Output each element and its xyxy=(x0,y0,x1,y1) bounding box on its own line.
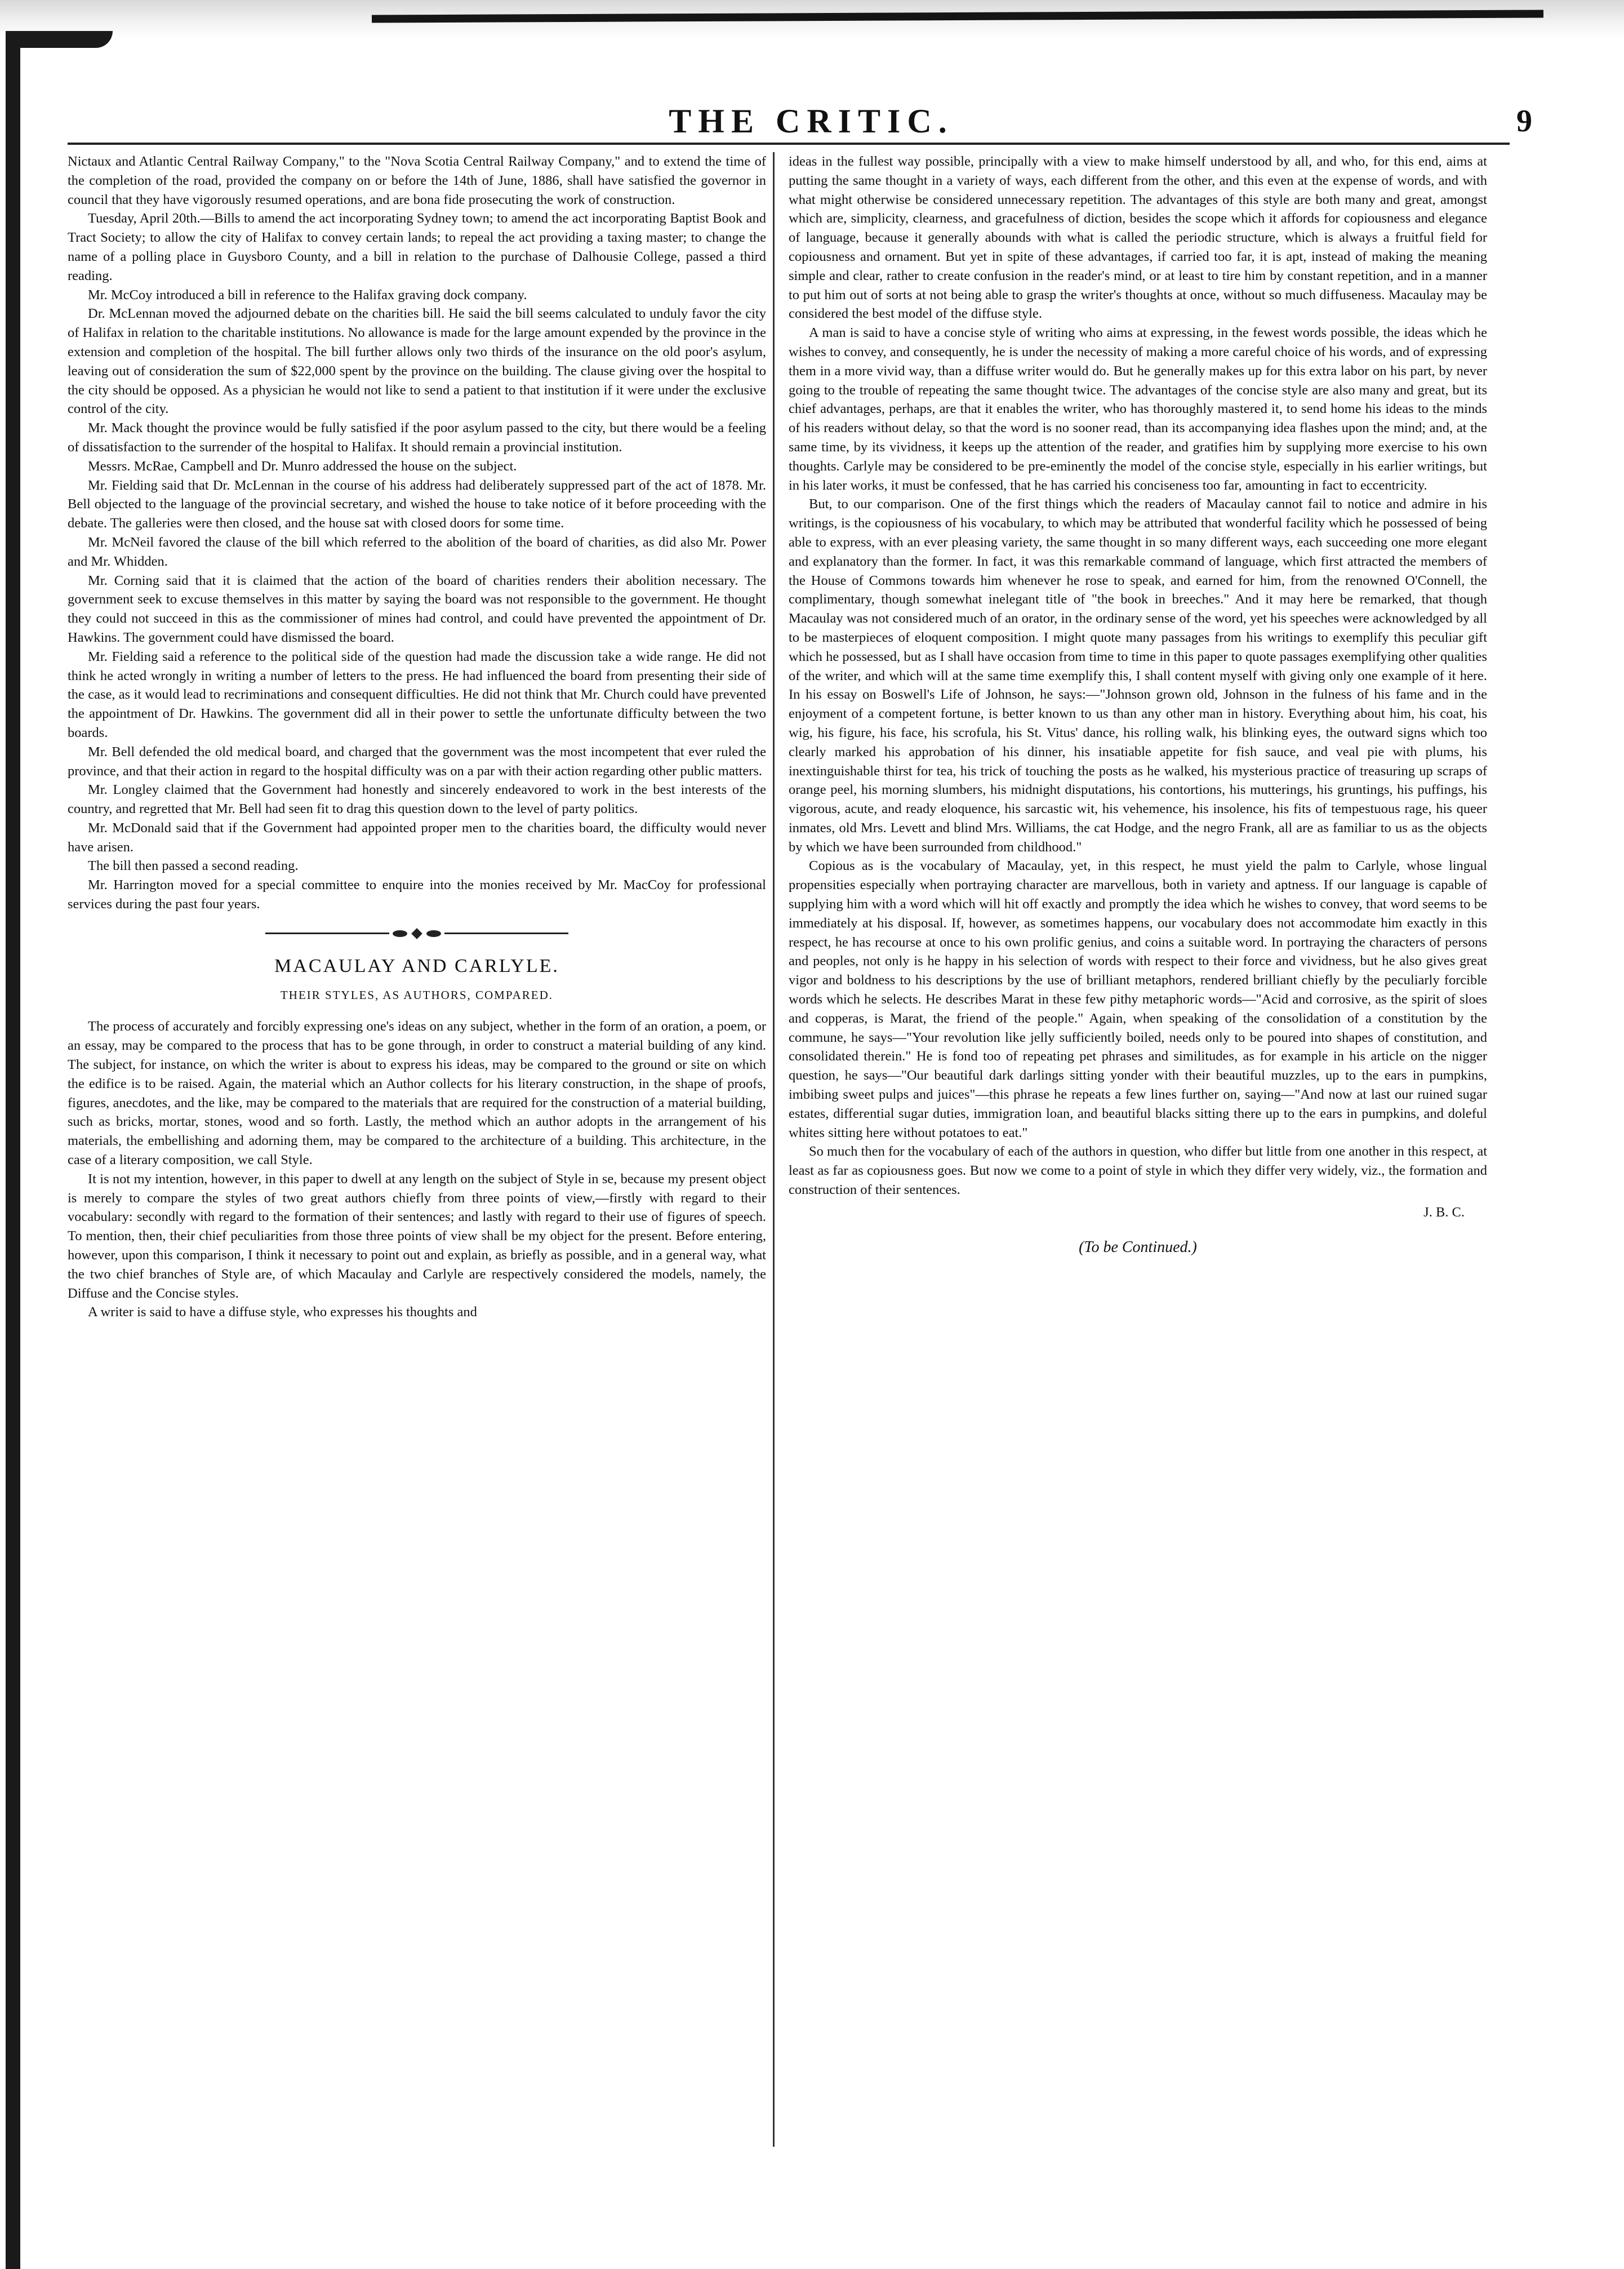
binding-hook xyxy=(6,31,113,48)
ornament-line xyxy=(265,933,389,934)
paragraph: But, to our comparison. One of the first things which the readers of Macaulay cannot fail to notice and admire in his writings, is the copiousness of his vocabulary, to which may be attributed that wonderful facility which he possessed of being able to express, with an ever pleasing variety, the same thought in so many different ways, each succeeding one more elegant and explanatory than the former. In fact, it was this remarkable command of language, which first attracted the members of the House of Commons towards him whenever he rose to speak, and earned for him, from the renowned O'Connell, the complimentary, though somewhat inelegant title of "the book in breeches." And it may here be remarked, that though Macaulay was not considered much of an orator, in the ordinary sense of the word, yet his speeches were acknowledged by all to be masterpieces of eloquent composition. I might quote many passages from his writings to exemplify this peculiar gift which he possessed, but as I shall have occasion from time to time in this paper to quote passages exemplifying other qualities of the writer, and which will at the same time exemplify this, I shall content myself with giving only one example of it here. In his essay on Boswell's Life of Johnson, he says:—"Johnson grown old, Johnson in the fulness of his fame and in the enjoyment of a competent fortune, is better known to us than any other man in history. Everything about him, his coat, his wig, his figure, his face, his scrofula, his St. Vitus' dance, his rolling walk, his blinking eyes, the outward signs which too clearly marked his approbation of his dinner, his insatiable appetite for fish sauce, and veal pie with plums, his inextinguishable thirst for tea, his trick of touching the posts as he walked, his mysterious practice of treasuring up scraps of orange peel, his morning slumbers, his midnight disputations, his contortions, his mutterings, his gruntings, his puffings, his vigorous, acute, and ready eloquence, his sarcastic wit, his vehemence, his insolence, his fits of tempestuous rage, his queer inmates, old Mrs. Levett and blind Mrs. Williams, the cat Hodge, and the negro Frank, all are as familiar to us as the objects by which we have been surrounded from childhood." xyxy=(789,496,1487,855)
paragraph: The bill then passed a second reading. xyxy=(88,858,299,874)
paragraph: Tuesday, April 20th.—Bills to amend the act incorporating Sydney town; to amend the act incorporating Baptist Book and Tract Society; to allow the city of Halifax to convey certain lands; to repeal the act providing a taxing master; to change the name of a polling place in Guysboro County, and a bill in relation to the purchase of Dalhousie College, passed a third reading. xyxy=(68,211,766,283)
paragraph: Mr. Harrington moved for a special committee to enquire into the monies received by Mr. MacCoy for professional services during the past four years. xyxy=(68,877,766,912)
paragraph: Mr. Longley claimed that the Government had honestly and sincerely endeavored to work in the best interests of the country, and regretted that Mr. Bell had seen fit to drag this question down to the level of party politics. xyxy=(68,782,766,817)
paragraph: ideas in the fullest way possible, principally with a view to make himself understood by all, and who, for this end, aims at putting the same thought in a variety of ways, each different from the other, and this even at the expense of words, and with what might otherwise be considered unnecessary repetition. The advantages of this style are both many and great, amongst which are, simplicity, clearness, and gracefulness of diction, besides the scope which it affords for copiousness and elegance of language, because it generally abounds with what is called the periodic structure, which is always a fruitful field for copiousness and ornament. But yet in spite of these advantages, if carried too far, it is apt, instead of making the meaning simple and clear, rather to create confusion in the reader's mind, or at least to tire him by constant repetition, and in a manner to put him out of sorts at not being able to grasp the writer's thoughts at once, without so much diffuseness. Macaulay may be considered the best model of the diffuse style. xyxy=(789,154,1487,322)
paragraph: Nictaux and Atlantic Central Railway Company," to the "Nova Scotia Central Railway Company," and to extend the time of the completion of the road, provided the company on or before the 14th of June, 1886, shall have satisfied the governor in council that they have vigorously resumed operations, and are bona fide prosecuting the work of construction. xyxy=(68,154,766,207)
paragraph: Mr. Corning said that it is claimed that the action of the board of charities renders their abolition necessary. The government seek to excuse themselves in this matter by saying the board was not responsible to the government. He thought they could not succeed in this as the commissioner of mines had control, and could have prevented the appointment of Dr. Hawkins. The government could have dismissed the board. xyxy=(68,572,766,645)
paragraph: It is not my intention, however, in this paper to dwell at any length on the subject of Style in se, because my present object is merely to compare the styles of two great authors chiefly from three points of view,—firstly with regard to their vocabulary: secondly with regard to the formation of their sentences; and lastly with regard to their use of figures of speech. To mention, then, their chief peculiarities from those three points of view shall be my object for the present. Before entering, however, upon this comparison, I think it necessary to point out and explain, as briefly as possible, and in a general way, what the two chief branches of Style are, of which Macaulay and Carlyle are respectively considered the models, namely, the Diffuse and the Concise styles. xyxy=(68,1171,766,1301)
paragraph: Mr. Bell defended the old medical board, and charged that the government was the most incompetent that ever ruled the province, and that their action in regard to the hospital difficulty was on a par with their action regarding other public matters. xyxy=(68,744,766,779)
paragraph: Mr. Fielding said a reference to the political side of the question had made the discussion take a wide range. He did not think he acted wrongly in writing a number of letters to the press. He had influenced the board from presenting their side of the case, as it would lead to recriminations and consequent difficulties. He did not think that Mr. Church could have prevented the appointment of Dr. Hawkins. The government did all in their power to settle the unfortunate difficulty between the two boards. xyxy=(68,649,766,740)
paragraph: Mr. McDonald said that if the Government had appointed proper men to the charities board, the difficulty would never have arisen. xyxy=(68,820,766,855)
paragraph: So much then for the vocabulary of each of the authors in question, who differ but little from one another in this respect, at least as far as copiousness goes. But now we come to a point of style in which they differ very widely, viz., the formation and construction of their sentences. xyxy=(789,1144,1487,1198)
paragraph: Mr. McCoy introduced a bill in reference to the Halifax graving dock company. xyxy=(88,287,527,303)
right-column xyxy=(789,152,1487,1256)
paragraph: A man is said to have a concise style of writing who aims at expressing, in the fewest words possible, the ideas which he wishes to convey, and consequently, he is under the necessity of making a more careful choice of his words, and of expressing them in a more vivid way, than a diffuse writer would do. But he generally makes up for this extra labor on his part, by never going to the trouble of repeating the same thought twice. The advantages of the concise style are also many and great, but its chief advantages, perhaps, are that it enables the writer, who has thoroughly mastered it, to send home his ideas to the minds of his readers without delay, so that the word is no sooner read, than its accompanying idea flashes upon the mind; and, at the same time, by its vividness, it keeps up the attention of the reader, and gratifies him by supplying more exercise to his own thoughts. Carlyle may be considered to be pre-eminently the model of the concise style, especially in his earlier writings, but in his later works, it must be confessed, that he has carried his conciseness too far, amounting in fact to eccentricity. xyxy=(789,325,1487,493)
paragraph: Messrs. McRae, Campbell and Dr. Munro addressed the house on the subject. xyxy=(88,458,517,474)
paragraph: Mr. Fielding said that Dr. McLennan in the course of his address had deliberately suppressed part of the act of 1878. Mr. Bell objected to the language of the provincial secretary, and wished the house to take notice of it before proceeding with the debate. The galleries were then closed, and the house sat with closed doors for some time. xyxy=(68,477,766,531)
paragraph: Mr. Mack thought the province would be fully satisfied if the poor asylum passed to the city, but there would be a feeling of dissatisfaction to the surrender of the hospital to Halifax. It should remain a provincial institution. xyxy=(68,420,766,455)
continued-note: (To be Continued.) xyxy=(1079,1238,1197,1256)
paragraph: A writer is said to have a diffuse style, who expresses his thoughts and xyxy=(88,1304,477,1320)
paragraph: Dr. McLennan moved the adjourned debate on the charities bill. He said the bill seems calculated to unduly favor the city of Halifax in relation to the charitable institutions. No allowance is made for the large amount expended by the province in the extension and completion of the hospital. The bill further allows only two thirds of the insurance on the old poor's asylum, leaving out of consideration the sum of $22,000 spent by the province on the building. The clause giving over the hospital to the city should be opposed. As a physician he would not like to send a patient to that institution if it were under the exclusive control of the city. xyxy=(68,306,766,417)
paragraph: Copious as is the vocabulary of Macaulay, yet, in this respect, he must yield the palm to Carlyle, whose lingual propensities especially when portraying character are marvellous, both in variety and aptness. If our language is capable of supplying him with a word which will hit off exactly and promptly the idea which he wishes to convey, that word seems to be immediately at his disposal. If, however, as sometimes happens, our vocabulary does not accommodate him exactly in this respect, he has recourse at once to his own prolific genius, and coins a suitable word. In portraying the characters of persons and peoples, not only is he happy in his selection of words with respect to their force and vividness, but he also gives great vigor and boldness to his descriptions by the use of brilliant metaphors, rendered brilliant chiefly by the peculiarly forcible words which he selects. He describes Marat in these few pithy metaphoric words—"Acid and corrosive, as the spirit of sloes and copperas, is Marat, the friend of the people." Again, when speaking of the consolidation of a constitution by the commune, he says—"Your revolution like jelly sufficiently boiled, needs only to be poured into shapes of constitution, and consolidated therein." He is fond too of repeating pet phrases and similitudes, as for example in his article on the nigger question, he says—"Our beautiful dark darlings sitting yonder with their beautiful muzzles, up to the ears in pumpkins, imbibing sweet pulps and juices"—this phrase he repeats a few lines further on, saying—"And now at last our ruined sugar estates, differential sugar duties, immigration loan, and beautiful blacks sitting there up to the ears in pumpkins, and doleful whites sitting here without potatoes to eat." xyxy=(789,858,1487,1140)
author-signature: J. B. C. xyxy=(1423,1204,1465,1220)
ornament-diamond xyxy=(411,928,422,939)
newspaper-title: THE CRITIC. xyxy=(669,103,954,140)
header-rule xyxy=(68,143,1510,145)
ornament-dot xyxy=(426,930,441,937)
page-header xyxy=(90,99,1532,149)
article-title: MACAULAY AND CARLYLE. xyxy=(274,955,559,976)
left-column xyxy=(68,152,766,1322)
page-number: 9 xyxy=(1516,104,1532,139)
binding-edge xyxy=(6,31,20,2269)
section-divider-ornament xyxy=(68,914,766,953)
article-subtitle: THEIR STYLES, AS AUTHORS, COMPARED. xyxy=(280,988,554,1002)
paragraph: Mr. McNeil favored the clause of the bill which referred to the abolition of the board of charities, as did also Mr. Power and Mr. Whidden. xyxy=(68,534,766,569)
ornament-dot xyxy=(393,930,407,937)
paragraph: The process of accurately and forcibly expressing one's ideas on any subject, whether in the form of an oration, a poem, or an essay, may be compared to the process that has to be gone through, in order to construct a material building of any kind. The subject, for instance, on which the writer is about to express his ideas, may be compared to the ground or site on which the edifice is to be raised. Again, the material which an Author collects for his literary construction, in the shape of proofs, figures, anecdotes, and the like, may be compared to the materials that are required for the construction of a material building, such as bricks, mortar, stones, wood and so forth. Lastly, the method which an author adopts in the arrangement of his materials, the embellishing and adorning them, may be compared to the architecture of a building. This architecture, in the case of a literary composition, we call Style. xyxy=(68,1019,766,1168)
ornament-line xyxy=(444,933,568,934)
column-divider xyxy=(773,152,775,2147)
